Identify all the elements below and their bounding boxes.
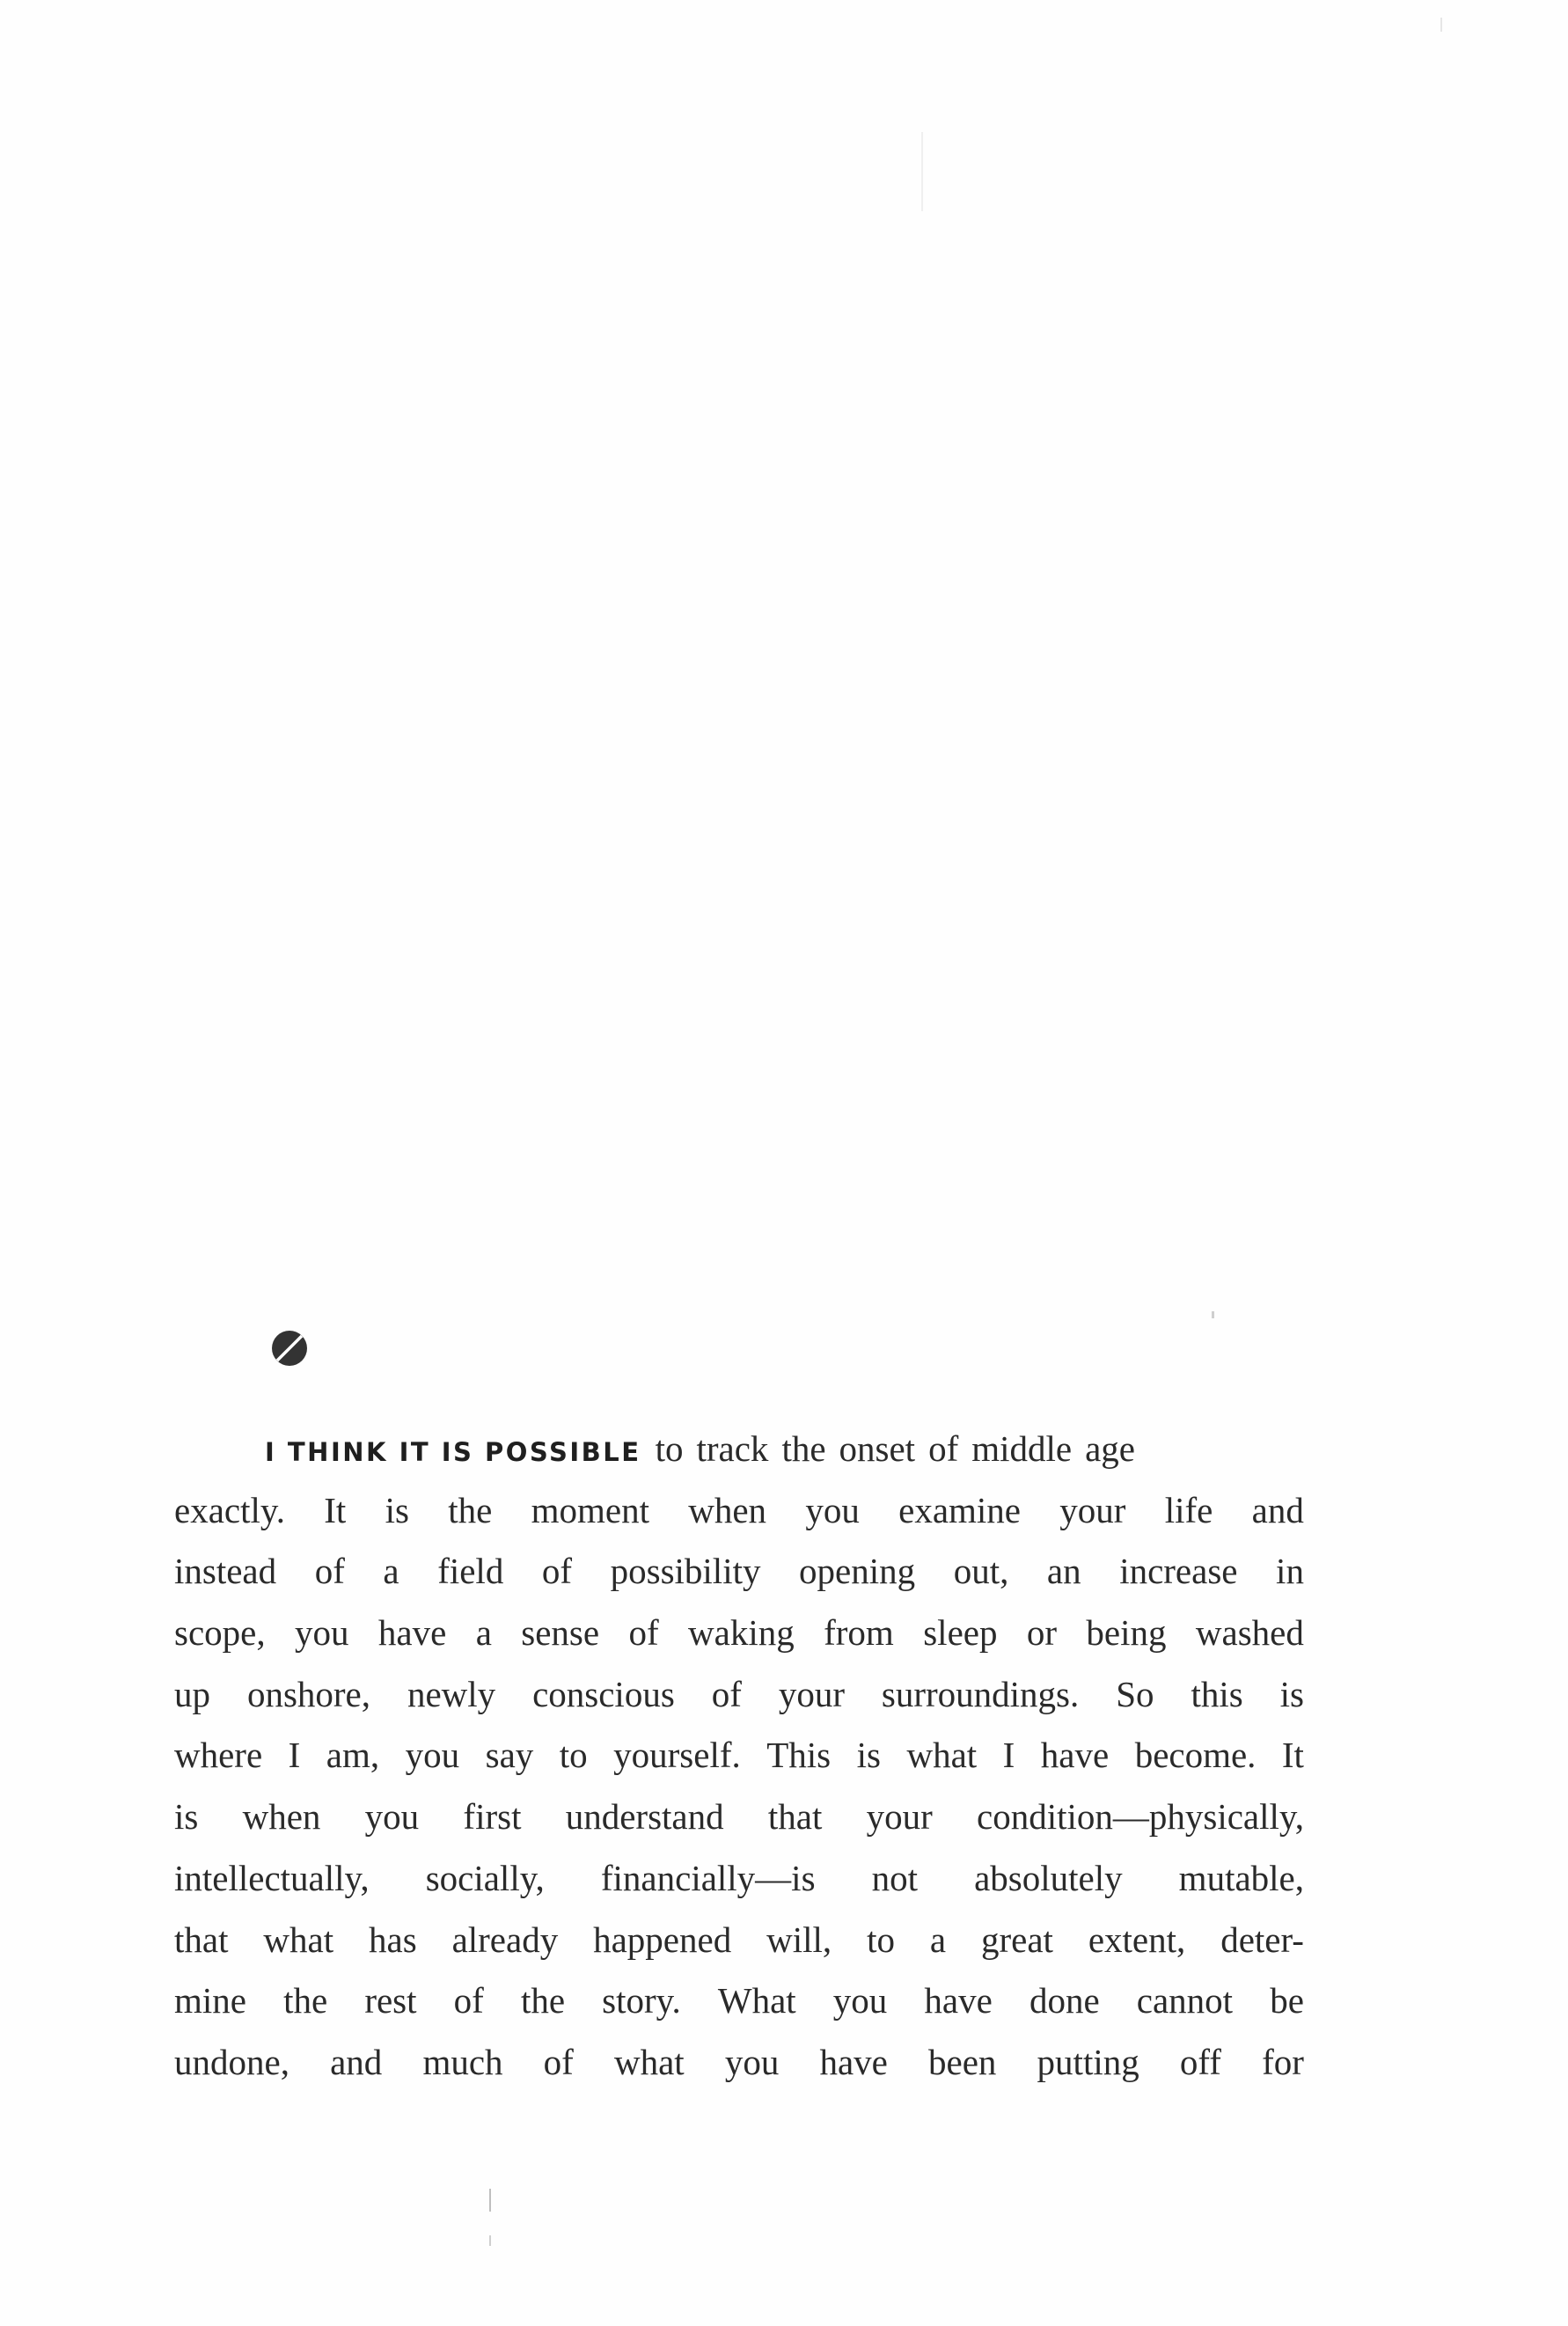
word: waking (688, 1612, 795, 1654)
scan-speck (489, 2189, 491, 2212)
word: I (288, 1735, 301, 1776)
word: examine (898, 1489, 1022, 1530)
word: washed (1195, 1612, 1304, 1654)
word: instead (174, 1551, 277, 1592)
scan-speck (1212, 1311, 1214, 1318)
slashed-circle-ornament-icon (270, 1329, 309, 1368)
word: first (463, 1796, 522, 1838)
word: not (871, 1857, 919, 1898)
text-line (174, 1970, 1304, 2032)
word: in (1276, 1551, 1304, 1592)
word: rest (364, 1980, 417, 2021)
word: am, (326, 1735, 380, 1776)
word: have (377, 1612, 447, 1654)
word: newly (407, 1673, 496, 1714)
word: intellectually, (174, 1857, 370, 1898)
word: undone, (174, 2041, 289, 2082)
word: where (174, 1735, 263, 1776)
text-line (174, 1910, 1304, 1971)
scan-speck (489, 2235, 491, 2246)
scan-speck (1440, 18, 1442, 32)
word: of (453, 1980, 484, 2021)
word: a (475, 1612, 492, 1654)
word: increase (1119, 1551, 1238, 1592)
text-line (174, 1787, 1304, 1848)
word: story. (602, 1980, 681, 2021)
word: be (1270, 1980, 1304, 2021)
word: the (781, 1428, 826, 1469)
word: opening (799, 1551, 916, 1592)
word: is (856, 1735, 881, 1776)
text-line (174, 1603, 1304, 1664)
word: onset (839, 1428, 916, 1469)
word: you (832, 1980, 888, 2021)
word: is (1279, 1673, 1304, 1714)
word: middle (971, 1428, 1073, 1469)
text-line (174, 1725, 1304, 1787)
word: is (385, 1489, 409, 1530)
word: condition—physically, (977, 1796, 1304, 1838)
word: and (330, 2041, 383, 2082)
word: become. (1134, 1735, 1257, 1776)
word: a (929, 1919, 947, 1960)
word: you (805, 1489, 860, 1530)
word: the (520, 1980, 566, 2021)
word: off (1179, 2041, 1221, 2082)
body-paragraph (174, 1419, 1304, 2094)
word: It (324, 1489, 347, 1530)
word: putting (1037, 2041, 1139, 2082)
word: possibility (610, 1551, 761, 1592)
word: that (767, 1796, 823, 1838)
word: of (543, 2041, 574, 2082)
word: an (1046, 1551, 1081, 1592)
word: onshore, (246, 1673, 370, 1714)
word: of (541, 1551, 573, 1592)
word: a (383, 1551, 399, 1592)
word: done (1029, 1980, 1100, 2021)
word: I (1002, 1735, 1015, 1776)
word: conscious (532, 1673, 675, 1714)
word: this (1191, 1673, 1243, 1714)
word: the (448, 1489, 493, 1530)
word: absolutely (974, 1857, 1123, 1898)
scan-speck (921, 132, 923, 211)
text-line (174, 1480, 1304, 1542)
word: your (778, 1673, 845, 1714)
word: sense (521, 1612, 600, 1654)
word: say (485, 1735, 534, 1776)
word: out, (953, 1551, 1009, 1592)
word: mine (174, 1980, 246, 2021)
word: deter- (1220, 1919, 1304, 1960)
word: socially, (425, 1857, 545, 1898)
word: you (724, 2041, 780, 2082)
word: great (980, 1919, 1053, 1960)
word: your (866, 1796, 933, 1838)
word: being (1086, 1612, 1167, 1654)
word: for (1262, 2041, 1304, 2082)
word: of (314, 1551, 345, 1592)
word: have (1040, 1735, 1110, 1776)
word: that (174, 1919, 229, 1960)
word: to (867, 1919, 895, 1960)
word: sleep (923, 1612, 998, 1654)
word: the (283, 1980, 328, 2021)
word: cannot (1136, 1980, 1234, 2021)
word: yourself. (613, 1735, 741, 1776)
word: what (613, 2041, 685, 2082)
word: when (688, 1489, 767, 1530)
word: from (824, 1612, 894, 1654)
word: to (655, 1428, 684, 1469)
word: life (1164, 1489, 1213, 1530)
word: happened (593, 1919, 732, 1960)
word: been (928, 2041, 997, 2082)
word: you (405, 1735, 460, 1776)
text-line (174, 2032, 1304, 2094)
word: your (1059, 1489, 1126, 1530)
word: what (906, 1735, 978, 1776)
word: of (628, 1612, 659, 1654)
word: moment (531, 1489, 649, 1530)
word: what (263, 1919, 334, 1960)
word: much (422, 2041, 503, 2082)
lead-in-small-caps: I THINK IT IS POSSIBLE (265, 1437, 641, 1467)
word: field (437, 1551, 504, 1592)
word: financially—is (600, 1857, 816, 1898)
word: when (242, 1796, 321, 1838)
text-line (174, 1541, 1304, 1603)
word: What (717, 1980, 796, 2021)
word: of (928, 1428, 959, 1469)
word: already (451, 1919, 559, 1960)
word: understand (565, 1796, 724, 1838)
word: track (696, 1428, 769, 1469)
word: It (1281, 1735, 1304, 1776)
word: you (364, 1796, 420, 1838)
word: you (295, 1612, 349, 1654)
word: age (1085, 1428, 1136, 1469)
word: will, (766, 1919, 832, 1960)
word: to (559, 1735, 588, 1776)
word: exactly. (174, 1489, 285, 1530)
word: scope, (174, 1612, 266, 1654)
word: of (711, 1673, 742, 1714)
word: or (1026, 1612, 1058, 1654)
word: is (174, 1796, 199, 1838)
word: So (1116, 1673, 1154, 1714)
word: has (369, 1919, 417, 1960)
word: mutable, (1178, 1857, 1304, 1898)
word: up (174, 1673, 210, 1714)
word: have (819, 2041, 888, 2082)
text-line (174, 1419, 1304, 1480)
text-line (174, 1848, 1304, 1910)
first-line-text (656, 1419, 1135, 1480)
word: This (766, 1735, 832, 1776)
text-line (174, 1664, 1304, 1726)
word: and (1251, 1489, 1304, 1530)
word: have (924, 1980, 993, 2021)
word: surroundings. (881, 1673, 1080, 1714)
word: extent, (1088, 1919, 1186, 1960)
